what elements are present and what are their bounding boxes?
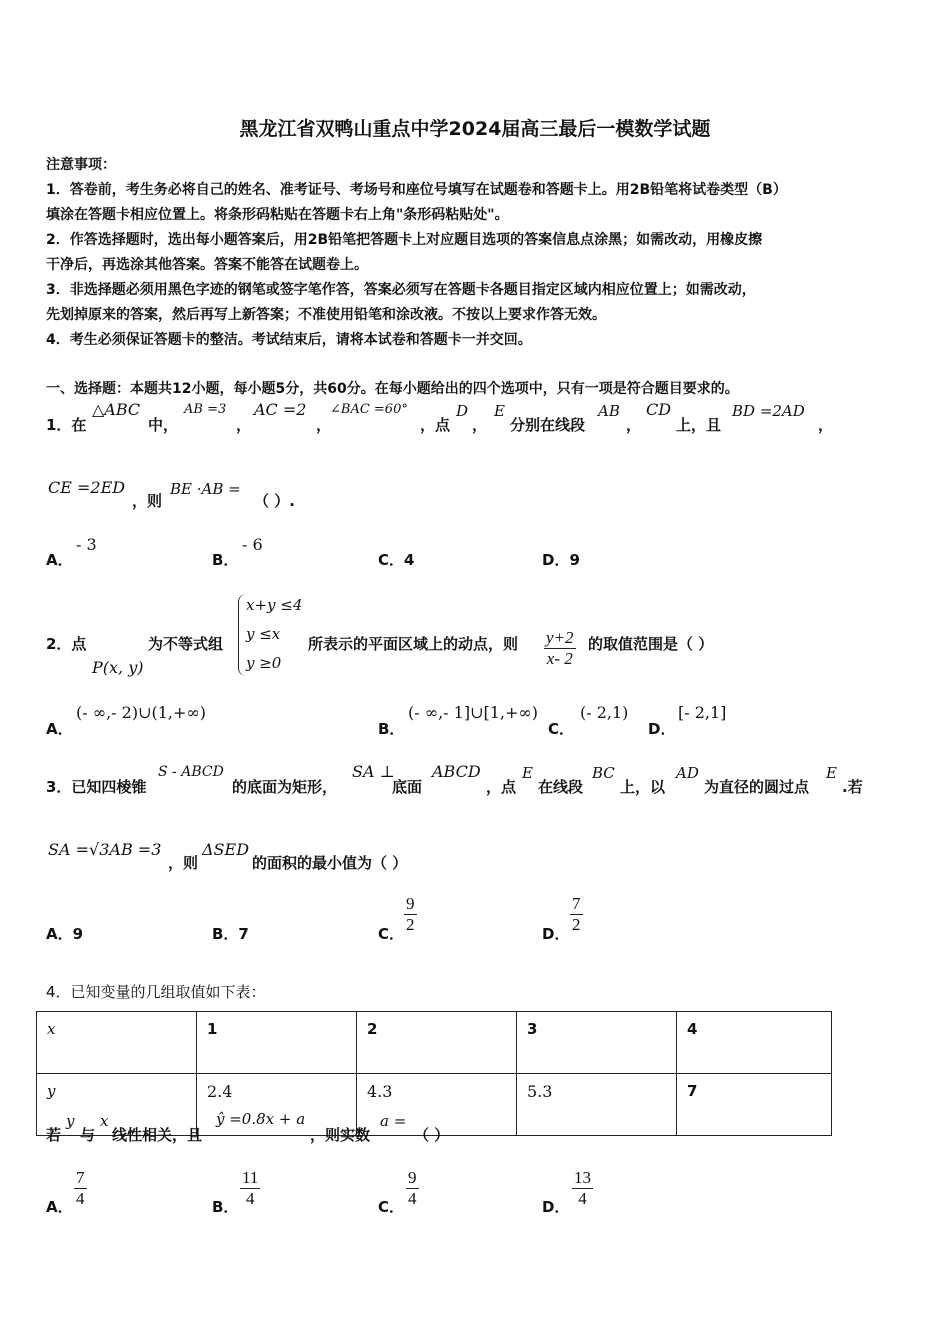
table-cell: x [37,1012,197,1074]
fraction-denominator: 4 [408,1189,417,1208]
q3-text: 的底面为矩形， [232,778,338,796]
table-cell: 2.4 [197,1074,357,1136]
notice-line: 干净后，再选涂其他答案。答案不能答在试题卷上。 [46,257,368,273]
table-cell: y [37,1074,197,1136]
q2-option-d-label[interactable]: D． [648,720,676,738]
q4-option-b-fraction [240,1168,260,1209]
q1-math: AB [598,402,620,420]
q4-math: ŷ =0.8x + a [216,1110,306,1128]
table-cell: 2 [357,1012,517,1074]
fraction-denominator: 4 [76,1189,85,1208]
q1-math: CE =2ED [48,478,126,497]
page-title: 黑龙江省双鸭山重点中学2024届高三最后一模数学试题 [239,118,711,140]
q1-text: ， [472,416,488,434]
q2-text: 的取值范围是（ ） [588,635,714,653]
q1-text: ， [316,416,332,434]
q1-option-b-value: - 6 [242,535,263,554]
q3-math: ABCD [432,762,481,781]
q3-text: 为直径的圆过点 [704,778,810,796]
q1-text: ， [818,416,834,434]
q4-option-b-label[interactable]: B． [212,1198,239,1216]
q4-text: 若 [46,1126,62,1144]
q2-inequality: y ≥0 [246,654,282,672]
fraction-denominator: 2 [406,915,415,934]
notice-line: 先划掉原来的答案，然后再写上新答案；不准使用铅笔和涂改液。不按以上要求作答无效。 [46,307,606,323]
q3-text: ，则 [168,854,199,872]
q4-math: y [66,1112,75,1130]
q1-math: △ABC [92,400,141,419]
q1-text: 中， [148,416,179,434]
q1-math: AB =3 [184,402,227,417]
q1-math: BD =2AD [732,402,805,420]
q3-math: ΔSED [202,840,250,859]
q3-option-b[interactable]: B．7 [212,925,249,943]
q1-text: ， [626,416,642,434]
q1-option-d[interactable]: D．9 [542,551,580,569]
q3-text: ，点 [486,778,517,796]
q1-math: BE ·AB = [170,480,241,498]
notice-line: 3．非选择题必须用黑色字迹的钢笔或签字笔作答，答案必须写在答题卡各题目指定区域内相应位置上；如需改动， [46,282,756,298]
q3-option-c-label[interactable]: C． [378,925,405,943]
q1-math: D [456,402,469,420]
q3-text: 底面 [392,778,423,796]
q2-option-a-value: (- ∞,- 2)∪(1,+∞) [76,703,206,722]
q1-text: ，点 [420,416,451,434]
q2-option-a-label[interactable]: A． [46,720,73,738]
q3-math: BC [592,764,615,782]
q4-text: 线性相关，且 [112,1126,203,1144]
q1-text: 上，且 [676,416,722,434]
q1-option-c[interactable]: C．4 [378,551,415,569]
q3-option-c-fraction [404,894,417,935]
table-cell: 7 [677,1074,832,1136]
fraction-numerator: 7 [572,894,581,913]
q3-math: E [826,764,837,782]
q4-option-a-label[interactable]: A． [46,1198,73,1216]
q4-option-c-label[interactable]: C． [378,1198,405,1216]
q1-text: ， [236,416,252,434]
q2-option-b-label[interactable]: B． [378,720,405,738]
notice-line: 2．作答选择题时，选出每小题答案后，用2B铅笔把答题卡上对应题目选项的答案信息点涂黑；如需改动，用橡皮擦 [46,232,763,248]
q2-inequality: y ≤x [246,625,281,643]
q4-text: （ ） [414,1126,450,1144]
q2-fraction-denominator: x- 2 [546,649,573,668]
q2-option-b-value: (- ∞,- 1]∪[1,+∞) [408,703,538,722]
q4-text: ，则实数 [310,1126,371,1144]
fraction-numerator: 13 [574,1168,591,1187]
q1-math: ∠BAC =60° [330,402,408,417]
notice-heading: 注意事项： [46,157,116,173]
q4-option-a-fraction [74,1168,87,1209]
q1-text: ，则 [132,492,163,510]
table-cell: 3 [517,1012,677,1074]
q4-option-d-fraction [572,1168,593,1209]
q2-text: 为不等式组 [148,635,224,653]
fraction-numerator: 11 [242,1168,259,1187]
q2-option-c-value: (- 2,1) [580,703,629,722]
q2-fraction-numerator: y+2 [546,628,574,647]
q1-math: CD [646,400,672,419]
q3-math: SA =√3AB =3 [48,840,162,859]
q3-math: AD [676,764,699,782]
q1-math: E [494,402,505,420]
fraction-denominator: 4 [578,1189,587,1208]
notice-line: 1．答卷前，考生务必将自己的姓名、准考证号、考场号和座位号填写在试题卷和答题卡上。用2B铅笔将试卷类型（B） [46,182,787,198]
q3-option-d-fraction [570,894,583,935]
q2-text: 所表示的平面区域上的动点，则 [308,635,519,653]
q3-text: 上，以 [620,778,666,796]
q1-option-b-label[interactable]: B． [212,551,239,569]
q2-math: P(x, y) [92,658,144,677]
q3-option-d-label[interactable]: D． [542,925,570,943]
fraction-denominator: 2 [572,915,581,934]
q4-option-d-label[interactable]: D． [542,1198,570,1216]
table-cell: 1 [197,1012,357,1074]
notice-line: 4．考生必须保证答题卡的整洁。考试结束后，请将本试卷和答题卡一并交回。 [46,332,532,348]
data-table [36,1011,832,1136]
q2-text: 2．点 [46,635,87,653]
q4-math: a = [380,1112,407,1130]
q1-math: AC =2 [254,400,307,419]
q1-text: 分别在线段 [510,416,586,434]
q3-math: SA ⊥ [352,762,395,781]
q3-option-a[interactable]: A．9 [46,925,84,943]
q4-text: 与 [80,1126,96,1144]
q3-math: S - ABCD [158,764,224,780]
fraction-numerator: 9 [406,894,415,913]
q2-option-c-label[interactable]: C． [548,720,575,738]
table-cell: 5.3 [517,1074,677,1136]
fraction-denominator: 4 [245,1189,255,1208]
fraction-numerator: 9 [408,1168,417,1187]
notice-line: 填涂在答题卡相应位置上。将条形码粘贴在答题卡右上角"条形码粘贴处"。 [46,207,509,223]
q3-text: .若 [842,778,863,796]
q1-text: （ ）. [254,492,295,510]
q2-option-d-value: [- 2,1] [678,703,727,722]
fraction-numerator: 7 [76,1168,85,1187]
section-heading: 一、选择题：本题共12小题，每小题5分，共60分。在每小题给出的四个选项中，只有一项是符合题目要求的。 [46,381,739,397]
q3-text: 3．已知四棱锥 [46,778,147,796]
table-cell: 4.3 [357,1074,517,1136]
q2-fraction [544,628,576,669]
q2-inequality: x+y ≤4 [246,596,303,614]
q4-text: 4．已知变量的几组取值如下表： [46,983,266,1001]
q4-option-c-fraction [406,1168,419,1209]
q3-text: 的面积的最小值为（ ） [252,854,408,872]
q1-option-a-value: - 3 [76,535,97,554]
q3-math: E [522,764,533,782]
table-row [37,1012,832,1074]
q1-option-a-label[interactable]: A． [46,551,73,569]
q3-text: 在线段 [538,778,584,796]
q4-math: x [100,1112,109,1130]
table-cell: 4 [677,1012,832,1074]
q1-text: 1．在 [46,416,87,434]
